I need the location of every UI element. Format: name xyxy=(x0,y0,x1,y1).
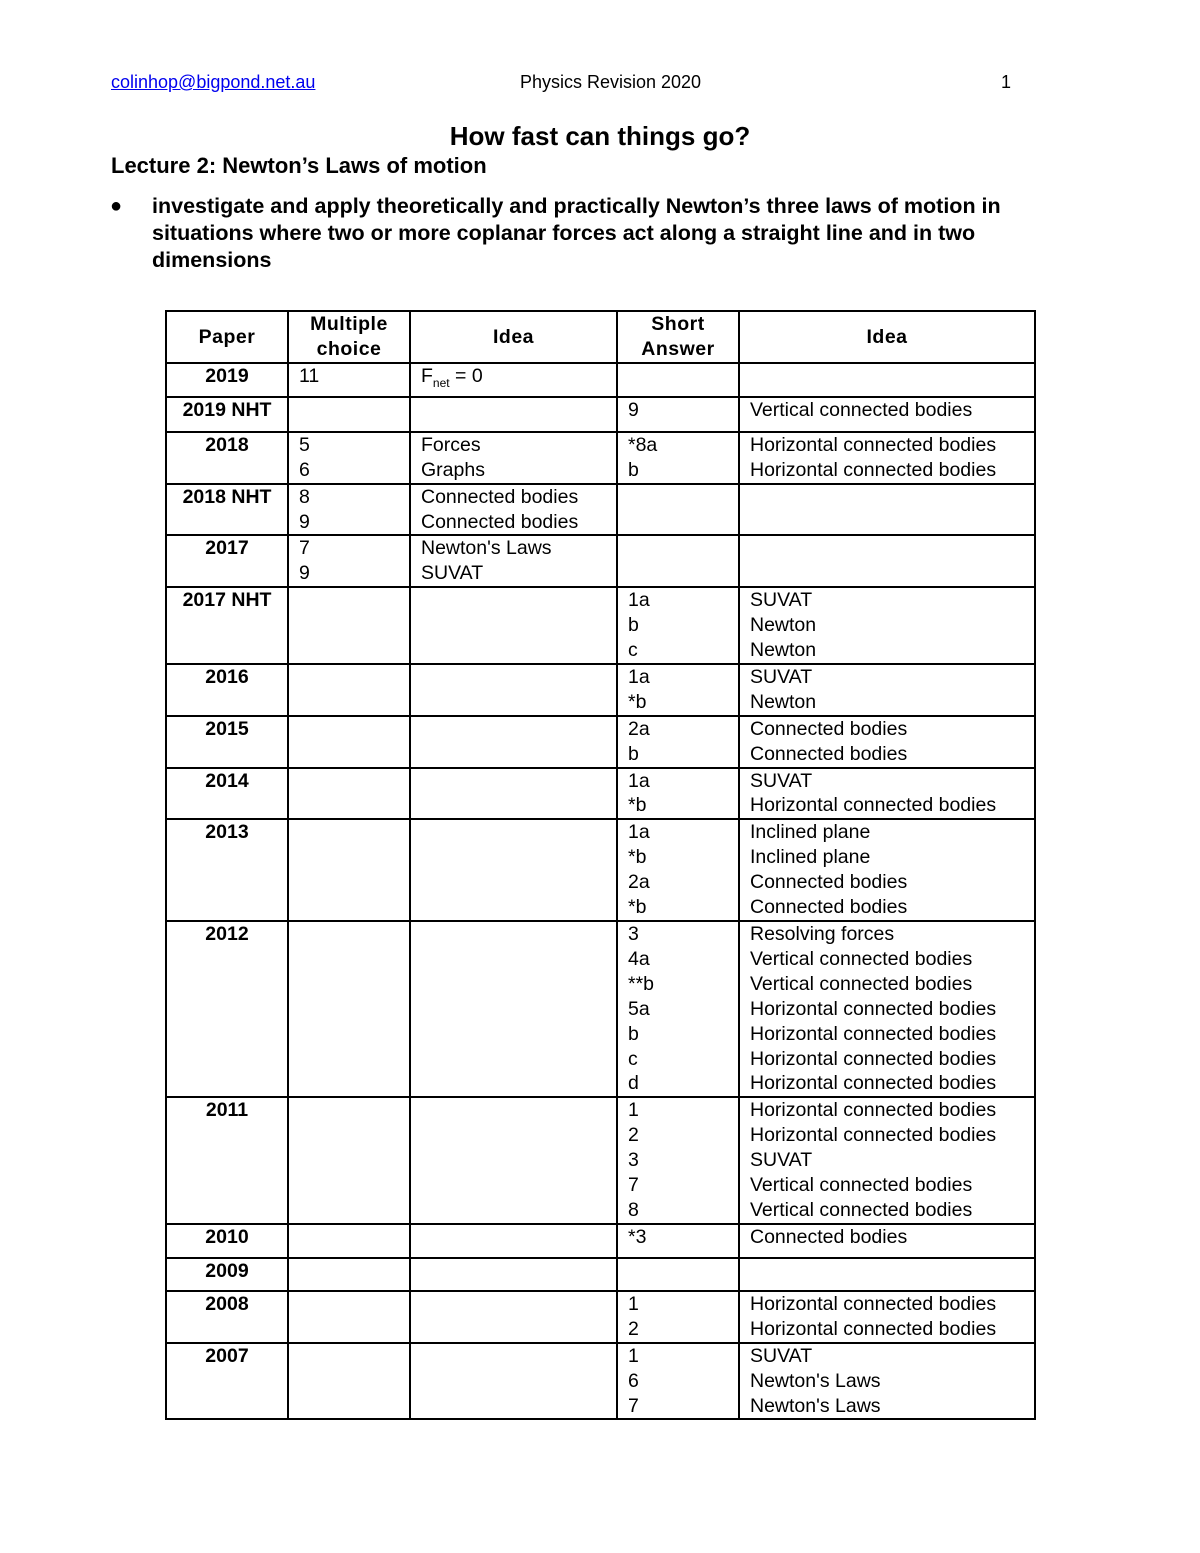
sa-cell xyxy=(617,432,739,484)
sa-idea-cell xyxy=(739,1343,1035,1420)
cell-line: Horizontal connected bodies xyxy=(750,1072,997,1095)
mc-idea-cell xyxy=(410,1224,617,1258)
sa-cell xyxy=(617,363,739,397)
cell-line: Horizontal connected bodies xyxy=(750,1099,997,1122)
table-row xyxy=(166,587,1035,664)
cell-line: b xyxy=(628,1022,639,1045)
fnet-formula: $F_{net} = 0$ xyxy=(421,365,483,390)
cell-line: 8 xyxy=(628,1198,639,1221)
sa-idea-cell xyxy=(739,397,1035,432)
table-row xyxy=(166,535,1035,587)
sa-idea-cell xyxy=(739,484,1035,536)
cell-line: *3 xyxy=(628,1225,647,1248)
paper-cell: 2015 xyxy=(166,716,288,768)
cell-line: 1 xyxy=(628,1344,639,1367)
sa-cell xyxy=(617,664,739,716)
cell-line: Vertical connected bodies xyxy=(750,398,973,421)
sa-idea-cell xyxy=(739,768,1035,820)
cell-line: Newton xyxy=(750,639,817,662)
cell-line: 7 xyxy=(628,1394,639,1417)
paper-cell: 2012 xyxy=(166,921,288,1097)
mc-cell xyxy=(288,535,410,587)
table-row xyxy=(166,819,1035,921)
cell-line: Newton's Laws xyxy=(750,1369,881,1392)
paper-cell: 2019 NHT xyxy=(166,397,288,432)
header-paper: Paper xyxy=(166,311,288,363)
cell-line: Connected bodies xyxy=(750,871,908,894)
cell-line: 3 xyxy=(628,923,639,946)
mc-idea-cell xyxy=(410,1343,617,1420)
mc-cell xyxy=(288,484,410,536)
cell-line: b xyxy=(628,458,639,481)
table-row xyxy=(166,432,1035,484)
paper-cell: 2008 xyxy=(166,1291,288,1343)
cell-line: c xyxy=(628,1047,638,1070)
cell-line: Vertical connected bodies xyxy=(750,1198,973,1221)
cell-line: SUVAT xyxy=(750,1344,813,1367)
cell-line: 7 xyxy=(299,537,310,560)
cell-line: *b xyxy=(628,794,647,817)
cell-line: Inclined plane xyxy=(750,821,871,844)
mc-idea-cell xyxy=(410,432,617,484)
sa-cell xyxy=(617,397,739,432)
objective-bullet xyxy=(110,193,1090,274)
table-row xyxy=(166,363,1035,397)
cell-line: Horizontal connected bodies xyxy=(750,433,997,456)
cell-line: Resolving forces xyxy=(750,923,895,946)
paper-cell: 2007 xyxy=(166,1343,288,1420)
sa-idea-cell xyxy=(739,921,1035,1097)
paper-cell: 2016 xyxy=(166,664,288,716)
cell-line: 5a xyxy=(628,997,650,1020)
mc-cell xyxy=(288,363,410,397)
header-multiple-choice: Multiple choice xyxy=(288,311,410,363)
mc-cell xyxy=(288,1258,410,1291)
cell-line: Newton's Laws xyxy=(421,537,552,560)
course-title: Physics Revision 2020 xyxy=(519,72,702,92)
paper-cell: 2017 xyxy=(166,535,288,587)
page-title: How fast can things go? xyxy=(449,121,751,151)
cell-line: 4a xyxy=(628,947,650,970)
paper-cell: 2018 NHT xyxy=(166,484,288,536)
mc-cell xyxy=(288,397,410,432)
cell-line: 9 xyxy=(299,510,310,533)
mc-idea-cell xyxy=(410,484,617,536)
table-row xyxy=(166,1343,1035,1420)
cell-line: *b xyxy=(628,896,647,919)
objective-text: investigate and apply theoretically and practically Newton’s three laws of motion in situations where two or more coplanar forces act along a straight line and in two dimensions xyxy=(152,194,1001,272)
cell-line: 9 xyxy=(299,562,310,585)
sa-idea-cell xyxy=(739,363,1035,397)
mc-idea-cell xyxy=(410,397,617,432)
sa-idea-cell xyxy=(739,1291,1035,1343)
cell-line: 7 xyxy=(628,1174,639,1197)
mc-cell xyxy=(288,819,410,921)
sa-cell xyxy=(617,1291,739,1343)
table-header-row xyxy=(166,311,1035,363)
cell-line: Horizontal connected bodies xyxy=(750,1124,997,1147)
cell-line: 8 xyxy=(299,485,310,508)
cell-line: Newton xyxy=(750,614,817,637)
cell-line: SUVAT xyxy=(421,562,484,585)
cell-line: 2 xyxy=(628,1124,639,1147)
cell-line: b xyxy=(628,742,639,765)
paper-cell: 2009 xyxy=(166,1258,288,1291)
cell-line: 2a xyxy=(628,871,650,894)
paper-cell: 2017 NHT xyxy=(166,587,288,664)
table-row xyxy=(166,921,1035,1097)
sa-idea-cell xyxy=(739,587,1035,664)
cell-line: Vertical connected bodies xyxy=(750,1174,973,1197)
lecture-heading: Lecture 2: Newton’s Laws of motion xyxy=(111,153,487,178)
cell-line: *b xyxy=(628,690,647,713)
mc-cell xyxy=(288,1097,410,1224)
cell-line: Newton xyxy=(750,690,817,713)
sa-cell xyxy=(617,716,739,768)
header-sa-idea: Idea xyxy=(739,311,1035,363)
cell-line: b xyxy=(628,614,639,637)
mc-cell xyxy=(288,768,410,820)
cell-line: Inclined plane xyxy=(750,846,871,869)
cell-line: Horizontal connected bodies xyxy=(750,794,997,817)
mc-idea-cell xyxy=(410,1291,617,1343)
mc-cell xyxy=(288,921,410,1097)
cell-line: 9 xyxy=(628,398,639,421)
cell-line: 1 xyxy=(628,1292,639,1315)
sa-cell xyxy=(617,484,739,536)
cell-line: Newton's Laws xyxy=(750,1394,881,1417)
mc-idea-cell xyxy=(410,768,617,820)
mc-idea-cell xyxy=(410,664,617,716)
cell-line: Horizontal connected bodies xyxy=(750,1317,997,1340)
paper-cell: 2013 xyxy=(166,819,288,921)
cell-line: SUVAT xyxy=(750,665,813,688)
mc-idea-cell xyxy=(410,921,617,1097)
table-row xyxy=(166,1224,1035,1258)
table-row xyxy=(166,1291,1035,1343)
page-number: 1 xyxy=(1001,72,1012,92)
table-row xyxy=(166,664,1035,716)
mc-cell xyxy=(288,432,410,484)
cell-line: *8a xyxy=(628,433,658,456)
email-link[interactable]: colinhop@bigpond.net.au xyxy=(111,72,316,92)
sa-idea-cell xyxy=(739,432,1035,484)
paper-cell: 2011 xyxy=(166,1097,288,1224)
mc-idea-cell xyxy=(410,363,617,397)
sa-cell xyxy=(617,1258,739,1291)
sa-idea-cell xyxy=(739,716,1035,768)
sa-cell xyxy=(617,1343,739,1420)
cell-line: Vertical connected bodies xyxy=(750,947,973,970)
table-row xyxy=(166,768,1035,820)
mc-idea-cell xyxy=(410,535,617,587)
cell-line: Connected bodies xyxy=(750,717,908,740)
sa-idea-cell xyxy=(739,819,1035,921)
sa-cell xyxy=(617,768,739,820)
cell-line: Connected bodies xyxy=(750,1225,908,1248)
table-row xyxy=(166,1097,1035,1224)
cell-line: Horizontal connected bodies xyxy=(750,1292,997,1315)
sa-cell xyxy=(617,1224,739,1258)
page-header xyxy=(0,72,1200,96)
cell-line: Horizontal connected bodies xyxy=(750,1022,997,1045)
mc-cell xyxy=(288,716,410,768)
table-row xyxy=(166,397,1035,432)
mc-idea-cell xyxy=(410,1258,617,1291)
paper-cell: 2018 xyxy=(166,432,288,484)
cell-line: Connected bodies xyxy=(750,896,908,919)
mc-cell xyxy=(288,587,410,664)
cell-line: Vertical connected bodies xyxy=(750,972,973,995)
sa-idea-cell xyxy=(739,1258,1035,1291)
mc-cell xyxy=(288,1291,410,1343)
header-short-answer: Short Answer xyxy=(617,311,739,363)
paper-cell: 2010 xyxy=(166,1224,288,1258)
mc-idea-cell xyxy=(410,587,617,664)
sa-cell xyxy=(617,819,739,921)
mc-cell xyxy=(288,1343,410,1420)
sa-idea-cell xyxy=(739,1097,1035,1224)
cell-line: SUVAT xyxy=(750,1149,813,1172)
cell-line: Horizontal connected bodies xyxy=(750,997,997,1020)
header-mc-idea: Idea xyxy=(410,311,617,363)
cell-line: Horizontal connected bodies xyxy=(750,458,997,481)
sa-idea-cell xyxy=(739,1224,1035,1258)
table-row xyxy=(166,484,1035,536)
bullet-icon: ● xyxy=(110,195,123,217)
mc-idea-cell xyxy=(410,716,617,768)
cell-line: 1 xyxy=(628,1099,639,1122)
mc-idea-cell xyxy=(410,819,617,921)
cell-line: Forces xyxy=(421,433,481,456)
sa-cell xyxy=(617,535,739,587)
cell-line: Horizontal connected bodies xyxy=(750,1047,997,1070)
cell-line: 3 xyxy=(628,1149,639,1172)
cell-line: 1a xyxy=(628,769,650,792)
cell-line: 1a xyxy=(628,589,650,612)
cell-line: 2a xyxy=(628,717,650,740)
mc-cell xyxy=(288,664,410,716)
table-row xyxy=(166,1258,1035,1291)
sa-cell xyxy=(617,921,739,1097)
cell-line: 1a xyxy=(628,821,650,844)
cell-line: 11 xyxy=(299,365,320,387)
cell-line: d xyxy=(628,1072,639,1095)
cell-line: 6 xyxy=(628,1369,639,1392)
cell-line: 2 xyxy=(628,1317,639,1340)
cell-line: 6 xyxy=(299,458,310,481)
cell-line: SUVAT xyxy=(750,769,813,792)
cell-line: c xyxy=(628,639,638,662)
cell-line: SUVAT xyxy=(750,589,813,612)
paper-cell: 2014 xyxy=(166,768,288,820)
sa-cell xyxy=(617,1097,739,1224)
table-row xyxy=(166,716,1035,768)
cell-line: Connected bodies xyxy=(750,742,908,765)
cell-line: Connected bodies xyxy=(421,510,579,533)
past-papers-table xyxy=(165,310,1036,1420)
cell-line: 1a xyxy=(628,665,650,688)
sa-idea-cell xyxy=(739,664,1035,716)
cell-line: *b xyxy=(628,846,647,869)
cell-line: Connected bodies xyxy=(421,485,579,508)
paper-cell: 2019 xyxy=(166,363,288,397)
cell-line: 5 xyxy=(299,433,310,456)
mc-cell xyxy=(288,1224,410,1258)
cell-line: **b xyxy=(628,972,655,995)
sa-idea-cell xyxy=(739,535,1035,587)
mc-idea-cell xyxy=(410,1097,617,1224)
sa-cell xyxy=(617,587,739,664)
cell-line: Graphs xyxy=(421,458,485,481)
